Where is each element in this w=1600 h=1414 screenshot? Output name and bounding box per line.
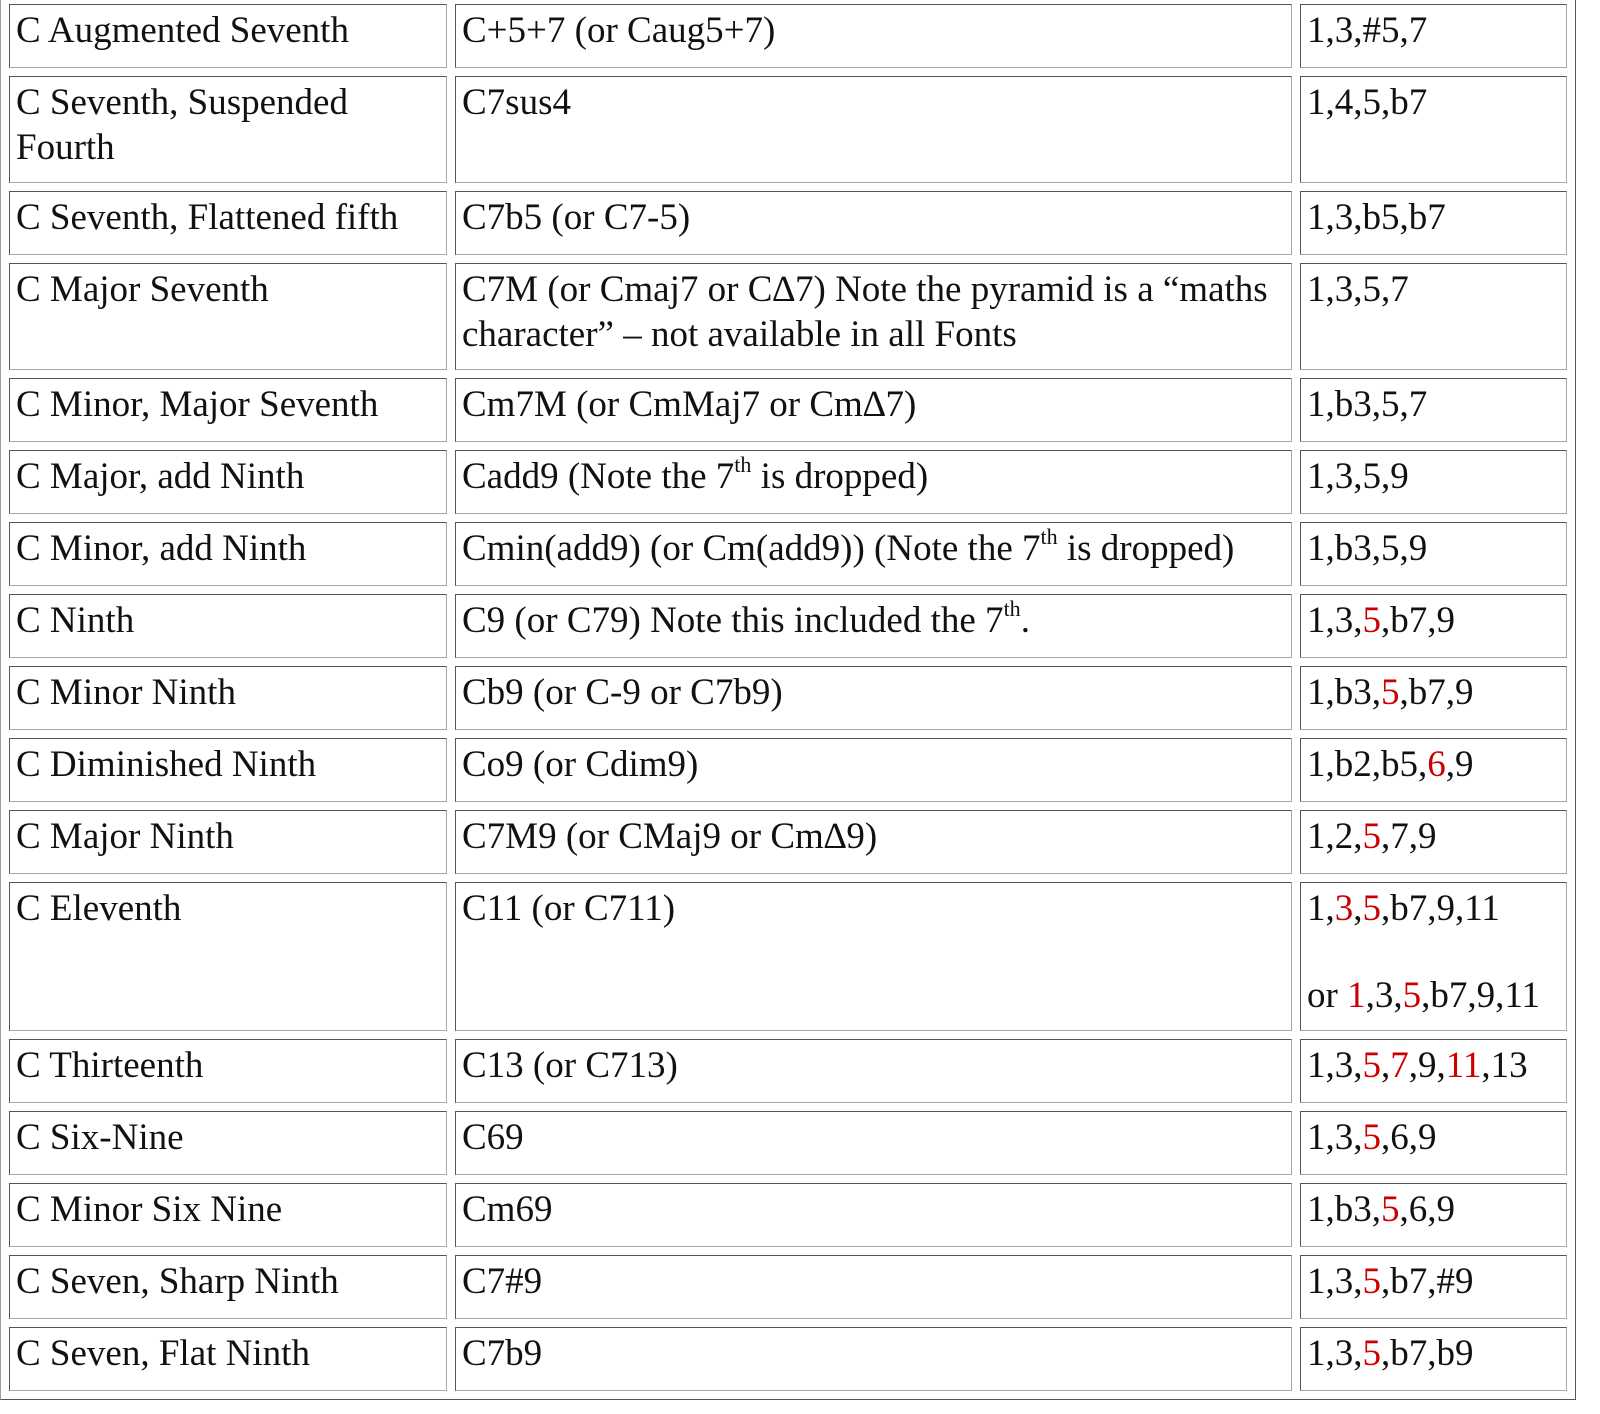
highlighted-interval: 3: [1334, 888, 1354, 929]
interval-text: 1,2,: [1307, 816, 1363, 857]
ordinal-superscript: th: [1003, 596, 1021, 621]
chord-name-cell: C Major, add Ninth: [9, 450, 447, 514]
interval-line: [1307, 197, 1446, 238]
table-row: [9, 1327, 1567, 1391]
interval-text: 1,3,: [1307, 600, 1363, 641]
chord-intervals-cell: [1300, 378, 1567, 442]
chord-intervals-cell: [1300, 666, 1567, 730]
chord-symbol-cell: [455, 450, 1292, 514]
chord-symbol-cell: [455, 378, 1292, 442]
interval-text: ,b7,9: [1381, 600, 1455, 641]
interval-text: ,b7,9: [1399, 672, 1474, 713]
highlighted-interval: 5: [1362, 1117, 1381, 1158]
highlighted-interval: 5: [1362, 600, 1381, 641]
chord-symbol-text: C7M (or Cmaj7 or C∆7) Note the pyramid is a “maths character” – not available in all Fonts: [462, 269, 1268, 355]
chord-intervals-cell: [1300, 522, 1567, 586]
interval-line: [1307, 82, 1427, 123]
chord-name-cell: C Major Ninth: [9, 810, 447, 874]
chord-intervals-cell: [1300, 263, 1567, 370]
chord-name-cell: C Minor Ninth: [9, 666, 447, 730]
interval-text: 1,b3,: [1307, 1189, 1381, 1230]
table-row: [9, 522, 1567, 586]
chord-intervals-cell: [1300, 1039, 1567, 1103]
chord-name-cell: C Seventh, Flattened fifth: [9, 191, 447, 255]
interval-line: [1307, 672, 1474, 713]
interval-line: [1307, 888, 1500, 929]
table-row: [9, 1255, 1567, 1319]
chord-intervals-cell: [1300, 76, 1567, 183]
chord-symbol-cell: [455, 4, 1292, 68]
chord-symbol-text: Cmin(add9) (or Cm(add9)) (Note the 7: [462, 528, 1041, 569]
interval-line: [1307, 528, 1427, 569]
chord-symbol-cell: [455, 76, 1292, 183]
interval-text: ,b7,9,11: [1381, 888, 1500, 929]
ordinal-superscript: th: [1040, 524, 1058, 549]
highlighted-interval: 1: [1347, 975, 1366, 1016]
interval-text: ,3,: [1365, 975, 1403, 1016]
highlighted-interval: 5: [1362, 1333, 1381, 1374]
chord-name-cell: C Diminished Ninth: [9, 738, 447, 802]
interval-line: [1307, 384, 1427, 425]
chord-name-cell: C Six-Nine: [9, 1111, 447, 1175]
chord-name-cell: C Seven, Flat Ninth: [9, 1327, 447, 1391]
interval-text: 1,4,5,b7: [1307, 82, 1428, 123]
table-row: [9, 666, 1567, 730]
highlighted-interval: 5: [1381, 672, 1400, 713]
interval-text: ,b7,#9: [1381, 1261, 1474, 1302]
table-row: [9, 1039, 1567, 1103]
chord-symbol-cell: [455, 1039, 1292, 1103]
chord-symbol-text: C69: [462, 1117, 524, 1158]
interval-text: 1,3,#5,7: [1307, 10, 1428, 51]
chord-symbol-text: is dropped): [751, 456, 929, 497]
chord-symbol-text: Cm69: [462, 1189, 553, 1230]
chord-symbol-text: C7b9: [462, 1333, 543, 1374]
chord-symbol-cell: [455, 263, 1292, 370]
chord-intervals-cell: [1300, 4, 1567, 68]
chord-symbol-cell: [455, 882, 1292, 1031]
table-row: [9, 1183, 1567, 1247]
chord-name-cell: C Minor, add Ninth: [9, 522, 447, 586]
chord-symbol-text: Co9 (or Cdim9): [462, 744, 699, 785]
chord-symbol-text: C7b5 (or C7-5): [462, 197, 691, 238]
interval-text: 1,3,: [1307, 1261, 1363, 1302]
interval-line: [1307, 1333, 1474, 1374]
chord-name-cell: C Ninth: [9, 594, 447, 658]
chord-symbol-cell: [455, 522, 1292, 586]
interval-text: 1,: [1307, 888, 1335, 929]
highlighted-interval: 5: [1381, 1189, 1400, 1230]
chord-name-cell: C Seven, Sharp Ninth: [9, 1255, 447, 1319]
table-row: [9, 810, 1567, 874]
interval-text: 1,b3,5,9: [1307, 528, 1428, 569]
chord-symbol-text: C13 (or C713): [462, 1045, 678, 1086]
table-row: [9, 738, 1567, 802]
interval-text: 1,3,: [1307, 1333, 1363, 1374]
table-row: [9, 882, 1567, 1031]
interval-text: 1,b3,5,7: [1307, 384, 1428, 425]
chord-symbol-cell: [455, 594, 1292, 658]
highlighted-interval: 5: [1362, 888, 1381, 929]
chord-symbol-text: .: [1020, 600, 1030, 641]
chord-symbol-text: Cadd9 (Note the 7: [462, 456, 735, 497]
chord-symbol-text: Cm7M (or CmMaj7 or Cm∆7): [462, 384, 917, 425]
interval-line: [1307, 816, 1437, 857]
interval-line: [1307, 10, 1427, 51]
chord-intervals-cell: [1300, 1327, 1567, 1391]
table-row: [9, 263, 1567, 370]
interval-line: [1307, 1117, 1437, 1158]
line-gap: [1307, 931, 1560, 973]
chord-symbol-cell: [455, 1327, 1292, 1391]
chord-symbol-cell: [455, 666, 1292, 730]
interval-line: [1307, 456, 1409, 497]
interval-text: ,: [1381, 1045, 1391, 1086]
chord-intervals-cell: [1300, 191, 1567, 255]
chord-symbol-text: C7M9 (or CMaj9 or Cm∆9): [462, 816, 878, 857]
chord-symbol-text: Cb9 (or C-9 or C7b9): [462, 672, 783, 713]
interval-text: or: [1307, 975, 1348, 1016]
highlighted-interval: 5: [1362, 1045, 1381, 1086]
chord-intervals-cell: [1300, 738, 1567, 802]
highlighted-interval: 5: [1362, 816, 1381, 857]
interval-text: 1,3,: [1307, 1117, 1363, 1158]
interval-text: 1,3,b5,b7: [1307, 197, 1446, 238]
chord-intervals-cell: [1300, 810, 1567, 874]
table-row: [9, 594, 1567, 658]
chord-symbol-cell: [455, 1111, 1292, 1175]
chord-symbol-text: is dropped): [1057, 528, 1235, 569]
table-row: [9, 1111, 1567, 1175]
interval-text: ,7,9: [1381, 816, 1437, 857]
chord-symbol-cell: [455, 1255, 1292, 1319]
chord-symbol-text: C11 (or C711): [462, 888, 676, 929]
table-row: [9, 76, 1567, 183]
interval-text: 1,3,5,9: [1307, 456, 1409, 497]
table-row: [9, 191, 1567, 255]
interval-text: 1,3,5,7: [1307, 269, 1409, 310]
interval-text: ,9: [1445, 744, 1474, 785]
interval-line: [1307, 1261, 1474, 1302]
chord-symbol-text: C+5+7 (or Caug5+7): [462, 10, 776, 51]
interval-line: [1307, 1189, 1455, 1230]
chord-symbol-text: C7#9: [462, 1261, 543, 1302]
table-row: [9, 378, 1567, 442]
chord-intervals-cell: [1300, 450, 1567, 514]
chord-name-cell: C Minor, Major Seventh: [9, 378, 447, 442]
chord-name-cell: C Minor Six Nine: [9, 1183, 447, 1247]
interval-text: 1,b3,: [1307, 672, 1381, 713]
interval-line: [1307, 269, 1409, 310]
chord-intervals-cell: [1300, 1183, 1567, 1247]
chord-name-cell: C Eleventh: [9, 882, 447, 1031]
interval-text: ,9,: [1408, 1045, 1446, 1086]
interval-line: [1307, 744, 1474, 785]
chord-symbol-cell: [455, 1183, 1292, 1247]
ordinal-superscript: th: [734, 452, 752, 477]
highlighted-interval: 7: [1390, 1045, 1409, 1086]
table-row: [9, 4, 1567, 68]
chord-intervals-cell: [1300, 1111, 1567, 1175]
chord-symbol-text: C9 (or C79) Note this included the 7: [462, 600, 1004, 641]
chord-table-body: [9, 4, 1567, 1391]
table-row: [9, 450, 1567, 514]
chord-name-cell: C Major Seventh: [9, 263, 447, 370]
chord-symbol-text: C7sus4: [462, 82, 571, 123]
highlighted-interval: 5: [1402, 975, 1422, 1016]
interval-line: [1307, 975, 1540, 1016]
interval-line: [1307, 1045, 1528, 1086]
chord-intervals-cell: [1300, 882, 1567, 1031]
interval-text: 1,b2,b5,: [1307, 744, 1428, 785]
interval-text: ,b7,b9: [1381, 1333, 1474, 1374]
interval-text: ,: [1353, 888, 1363, 929]
highlighted-interval: 5: [1362, 1261, 1381, 1302]
chord-name-cell: C Seventh, Suspended Fourth: [9, 76, 447, 183]
chord-name-cell: C Augmented Seventh: [9, 4, 447, 68]
chord-name-cell: C Thirteenth: [9, 1039, 447, 1103]
interval-text: 1,3,: [1307, 1045, 1363, 1086]
highlighted-interval: 11: [1445, 1045, 1482, 1086]
interval-text: ,13: [1481, 1045, 1528, 1086]
interval-text: ,6,9: [1381, 1117, 1437, 1158]
interval-line: [1307, 600, 1455, 641]
chord-symbol-cell: [455, 738, 1292, 802]
chord-intervals-cell: [1300, 594, 1567, 658]
chord-intervals-cell: [1300, 1255, 1567, 1319]
chord-symbol-cell: [455, 810, 1292, 874]
highlighted-interval: 6: [1427, 744, 1446, 785]
interval-text: ,6,9: [1399, 1189, 1455, 1230]
chord-symbol-cell: [455, 191, 1292, 255]
interval-text: ,b7,9,11: [1421, 975, 1540, 1016]
